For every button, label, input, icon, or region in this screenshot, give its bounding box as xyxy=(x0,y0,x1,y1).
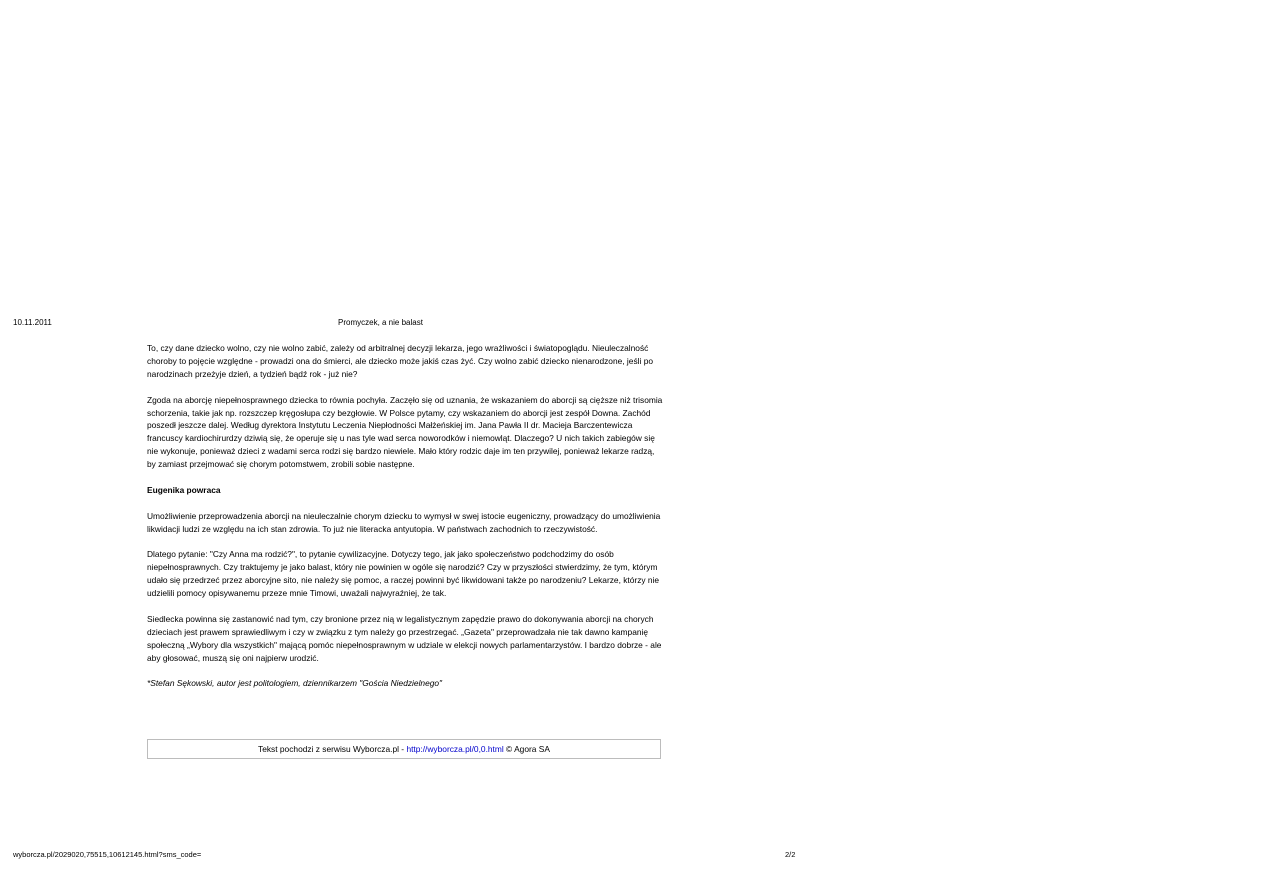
article-paragraph: Dlatego pytanie: "Czy Anna ma rodzić?", to pytanie cywilizacyjne. Dotyczy tego, jak jako społeczeństwo podchodzimy do osób niepełnosprawnych. Czy traktujemy je jako balast, który nie powinien w ogóle się narodzić? Czy w przyszłości stwierdzimy, że tym, którym udało się przedrzeć przez aborcyjne sito, nie należy się pomoc, a raczej powinni być likwidowani także po narodzeniu? Lekarze, którzy nie udzielili pomocy opisywanemu przeze mnie Timowi, uważali najwyraźniej, że tak. xyxy=(147,549,660,599)
footer-url: wyborcza.pl/2029020,75515,10612145.html?sms_code= xyxy=(13,850,202,859)
source-link[interactable]: http://wyborcza.pl/0,0.html xyxy=(406,744,504,754)
section-heading: Eugenika powraca xyxy=(147,484,221,495)
author-note: *Stefan Sękowski, autor jest politologiem, dziennikarzem "Gościa Niedzielnego" xyxy=(147,678,443,689)
article-paragraph: Siedlecka powinna się zastanowić nad tym, czy bronione przez nią w legalistycznym zapędzie prawo do dokonywania aborcji na chorych dzieciach jest prawem sprawiedliwym i czy w związku z tym należy go przestrzegać. „Gazeta" przeprowadzała nie tak dawno kampanię społeczną „Wybory dla wszystkich" mającą pomóc niepełnosprawnym w udziale w elekcji nowych parlamentarzystów. I bardzo dobrze - ale aby głosować, muszą się oni najpierw urodzić. xyxy=(147,613,662,663)
source-attribution-box xyxy=(147,739,661,759)
print-page-title: Promyczek, a nie balast xyxy=(338,318,423,327)
source-suffix: © Agora SA xyxy=(503,744,550,754)
article-body xyxy=(147,342,665,703)
article-paragraph: To, czy dane dziecko wolno, czy nie wolno zabić, zależy od arbitralnej decyzji lekarza, jego wrażliwości i światopoglądu. Nieuleczalność choroby to pojęcie względne - prowadzi ona do śmierci, ale dziecko może jakiś czas żyć. Czy wolno zabić dziecko nienarodzone, jeśli po narodzinach przeżyje dzień, a tydzień bądź rok - już nie? xyxy=(147,343,654,379)
source-prefix: Tekst pochodzi z serwisu Wyborcza.pl - xyxy=(258,744,407,754)
article-paragraph: Zgoda na aborcję niepełnosprawnego dziecka to równia pochyła. Zaczęło się od uznania, że wskazaniem do aborcji są cięższe niż trisomia schorzenia, takie jak np. rozszczep kręgosłupa czy bezgłowie. W Polsce pytamy, czy wskazaniem do aborcji jest zespół Downa. Zachód poszedł jeszcze dalej. Według dyrektora Instytutu Leczenia Niepłodności Małżeńskiej im. Jana Pawła II dr. Macieja Barczentewicza francuscy kardiochirurdzy dziwią się, że operuje się u nas tyle wad serca noworodków i niemowląt. Dlaczego? U nich takich zabiegów się nie wykonuje, ponieważ dzieci z wadami serca rodzi się bardzo niewiele. Mało który rodzic daje im ten przywilej, ponieważ lekarze radzą, by zamiast przejmować się chorym potomstwem, zrobili sobie następne. xyxy=(147,394,663,470)
page-number: 2/2 xyxy=(785,850,796,859)
article-paragraph: Umożliwienie przeprowadzenia aborcji na nieuleczalnie chorym dziecku to wymysł w swej istocie eugeniczny, prowadzący do umożliwienia likwidacji ludzi ze względu na ich stan zdrowia. To już nie literacka antyutopia. W państwach zachodnich to rzeczywistość. xyxy=(147,510,661,534)
print-date: 10.11.2011 xyxy=(13,318,52,327)
